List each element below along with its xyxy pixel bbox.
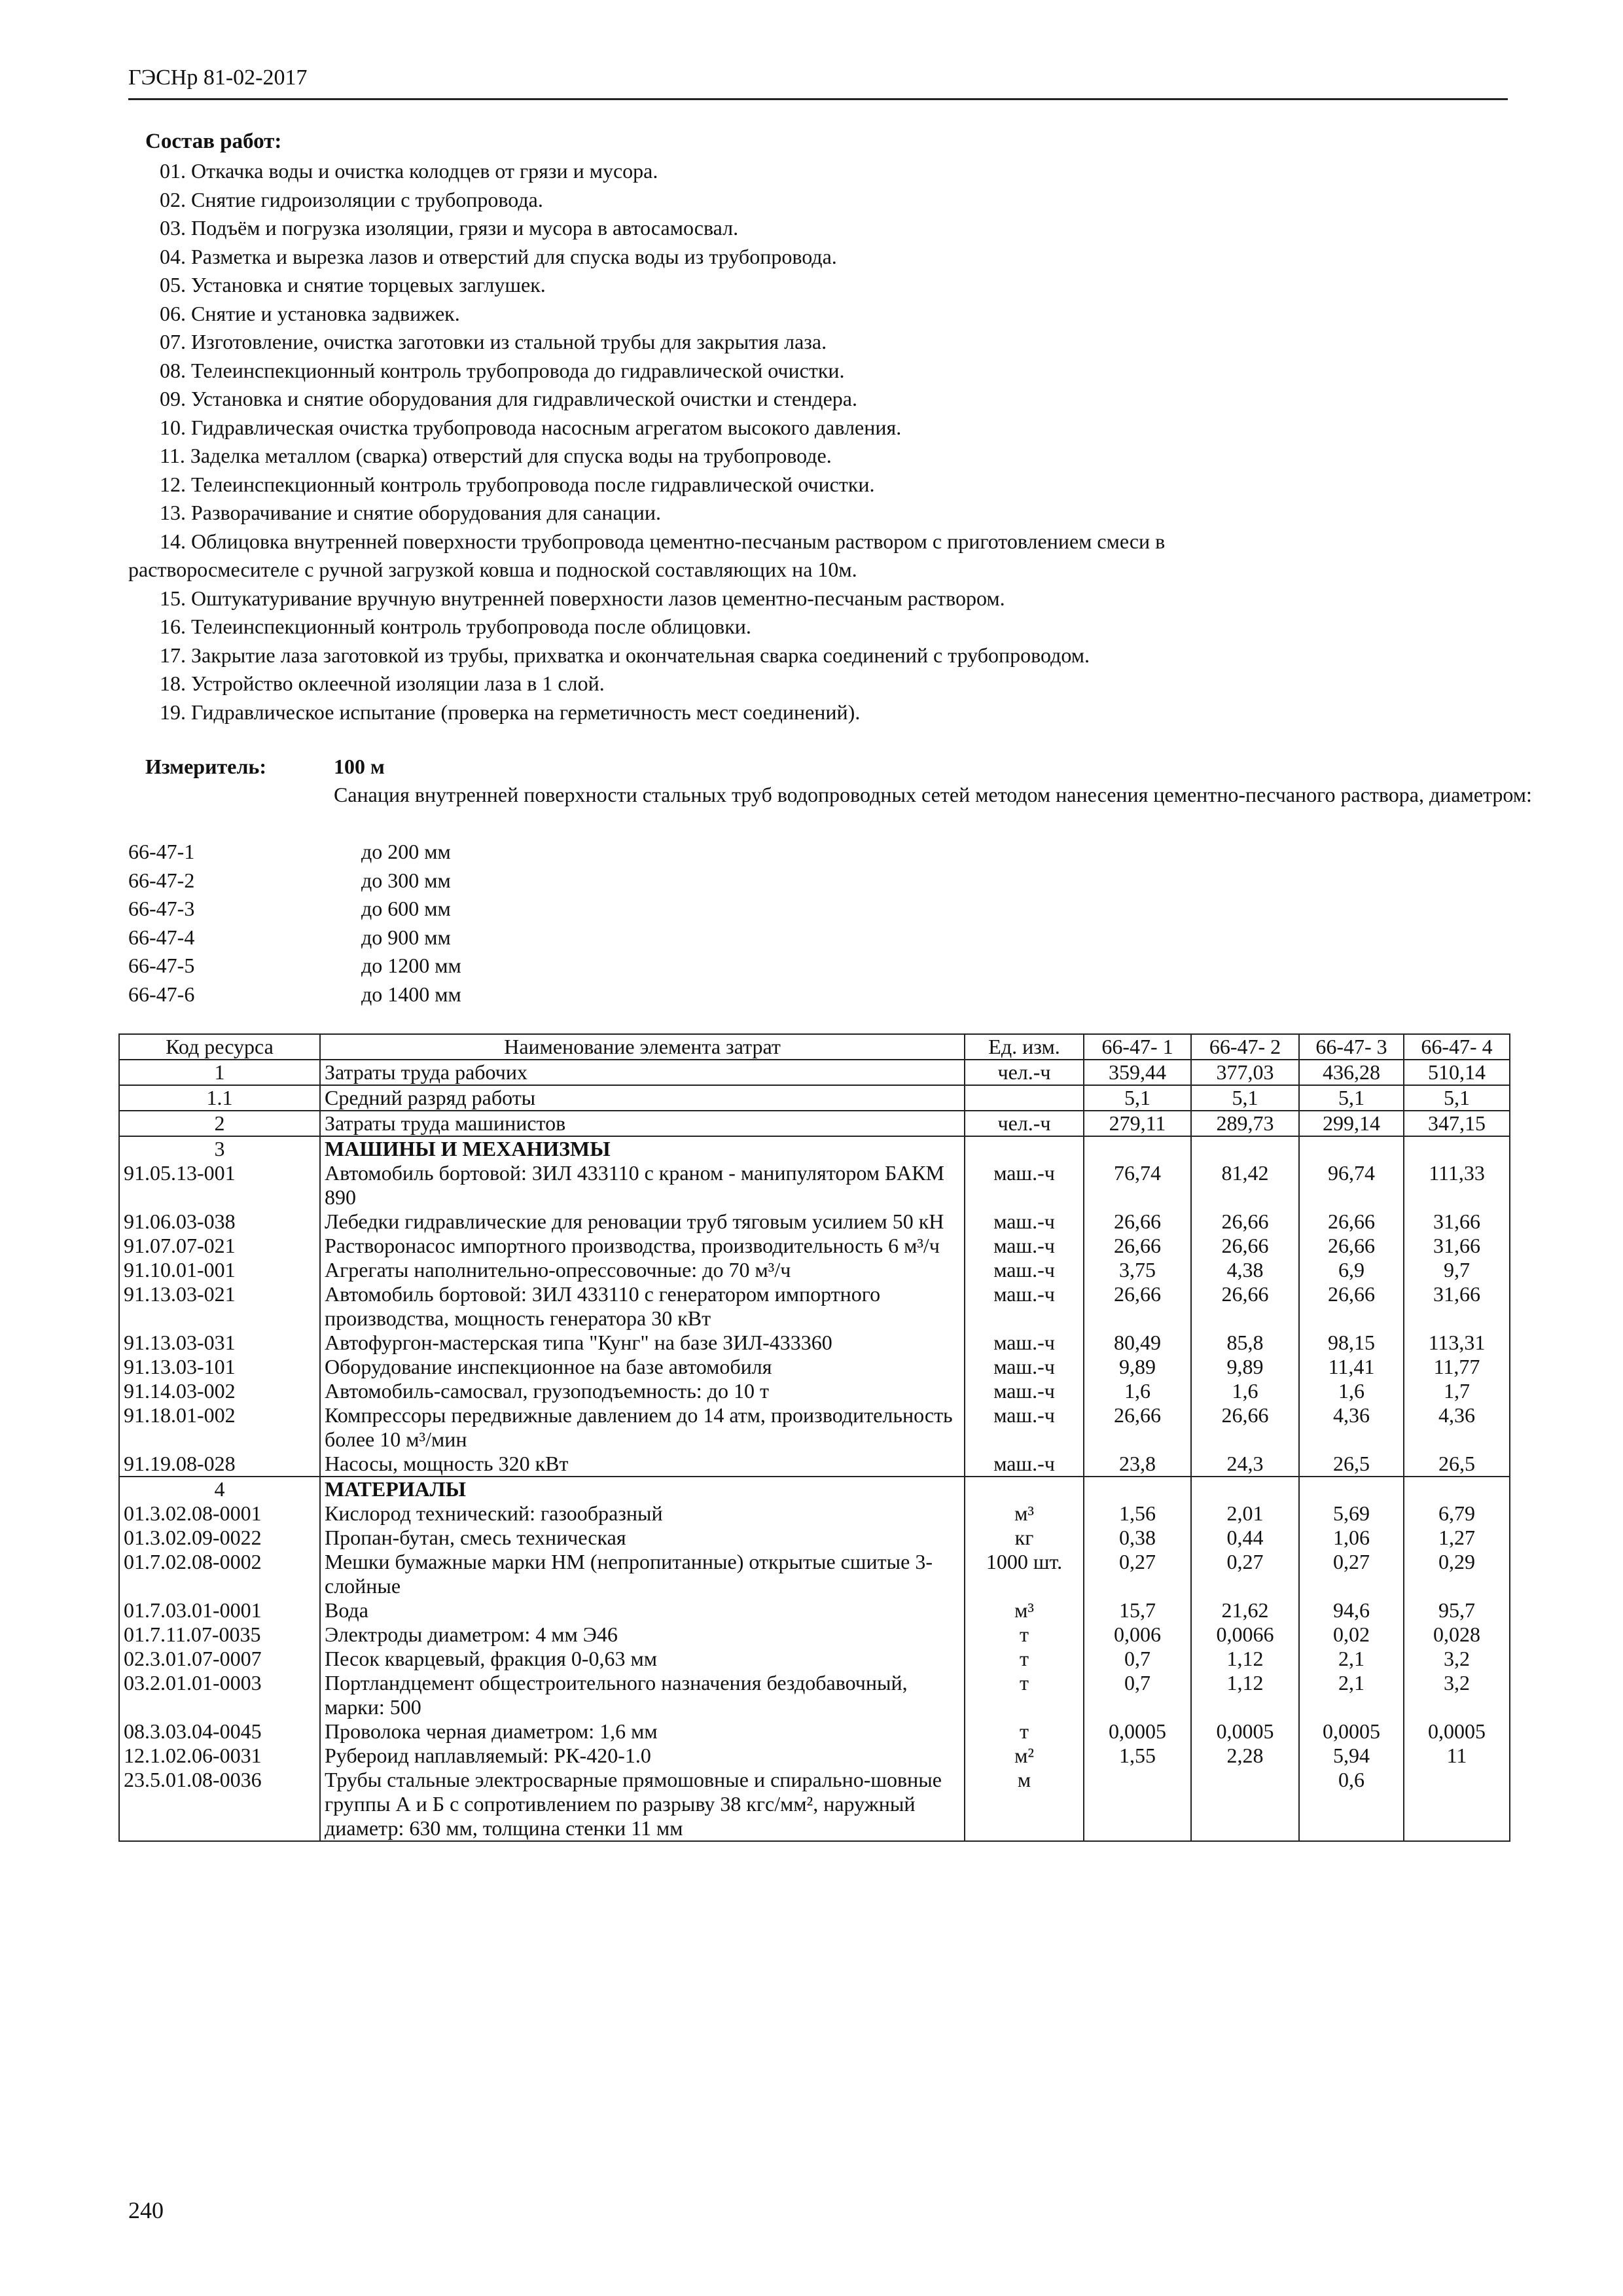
resource-name: Автомобиль-самосвал, грузоподъемность: до 10 т bbox=[320, 1379, 965, 1403]
resource-name: МАШИНЫ И МЕХАНИЗМЫ bbox=[320, 1136, 965, 1161]
resource-value: 0,44 bbox=[1191, 1526, 1299, 1550]
resource-code: 4 bbox=[119, 1477, 320, 1501]
resource-unit: маш.-ч bbox=[965, 1161, 1084, 1210]
meter-value: 100 м bbox=[334, 755, 385, 778]
resource-unit: м² bbox=[965, 1744, 1084, 1768]
resource-name: Средний разряд работы bbox=[320, 1085, 965, 1111]
resource-value bbox=[1084, 1477, 1191, 1501]
resource-value: 26,66 bbox=[1084, 1210, 1191, 1234]
resource-value: 0,02 bbox=[1299, 1623, 1404, 1647]
table-row bbox=[119, 1719, 1510, 1744]
header-rule bbox=[128, 98, 1508, 100]
resource-value: 3,2 bbox=[1404, 1671, 1510, 1719]
resource-value: 0,028 bbox=[1404, 1623, 1510, 1647]
resource-value: 0,27 bbox=[1299, 1550, 1404, 1598]
resource-value: 0,27 bbox=[1084, 1550, 1191, 1598]
work-item: 15. Оштукатуривание вручную внутренней поверхности лазов цементно-песчаным раствором. bbox=[160, 586, 1005, 610]
resource-name: Агрегаты наполнительно-опрессовочные: до 70 м³/ч bbox=[320, 1258, 965, 1282]
table-row bbox=[119, 1647, 1510, 1671]
resource-value: 26,66 bbox=[1299, 1234, 1404, 1258]
resource-value: 0,0066 bbox=[1191, 1623, 1299, 1647]
resource-code: 91.13.03-101 bbox=[119, 1355, 320, 1379]
norm-code: 66-47-2 bbox=[128, 868, 195, 892]
table-row bbox=[119, 1111, 1510, 1136]
resource-value bbox=[1404, 1477, 1510, 1501]
resource-code: 01.7.11.07-0035 bbox=[119, 1623, 320, 1647]
resource-value: 3,75 bbox=[1084, 1258, 1191, 1282]
resource-value: 5,69 bbox=[1299, 1501, 1404, 1526]
resource-value: 6,9 bbox=[1299, 1258, 1404, 1282]
resource-value: 0,29 bbox=[1404, 1550, 1510, 1598]
norm-code: 66-47-6 bbox=[128, 982, 195, 1006]
table-row bbox=[119, 1060, 1510, 1085]
work-item: 16. Телеинспекционный контроль трубопровода после облицовки. bbox=[160, 615, 751, 638]
resource-unit: т bbox=[965, 1671, 1084, 1719]
resource-value: 26,66 bbox=[1299, 1282, 1404, 1331]
table-row bbox=[119, 1550, 1510, 1598]
resource-value: 279,11 bbox=[1084, 1111, 1191, 1136]
resource-code: 03.2.01.01-0003 bbox=[119, 1671, 320, 1719]
table-row bbox=[119, 1331, 1510, 1355]
resource-unit: маш.-ч bbox=[965, 1452, 1084, 1477]
resource-code: 91.13.03-021 bbox=[119, 1282, 320, 1331]
resource-value: 2,28 bbox=[1191, 1744, 1299, 1768]
resource-value: 5,1 bbox=[1404, 1085, 1510, 1111]
table-row bbox=[119, 1210, 1510, 1234]
resource-code: 08.3.03.04-0045 bbox=[119, 1719, 320, 1744]
work-item: 09. Установка и снятие оборудования для гидравлической очистки и стендера. bbox=[160, 387, 857, 410]
table-header-row bbox=[119, 1034, 1510, 1060]
header-col-1: 66-47- 1 bbox=[1084, 1034, 1191, 1060]
work-item: 14. Облицовка внутренней поверхности трубопровода цементно-песчаным раствором с приготовлением смеси в bbox=[160, 529, 1166, 553]
header-col-4: 66-47- 4 bbox=[1404, 1034, 1510, 1060]
resource-unit: маш.-ч bbox=[965, 1403, 1084, 1452]
norm-code-desc: до 200 мм bbox=[361, 840, 451, 863]
table-row bbox=[119, 1526, 1510, 1550]
resource-value: 0,0005 bbox=[1404, 1719, 1510, 1744]
resource-unit: м³ bbox=[965, 1598, 1084, 1623]
resource-value: 94,6 bbox=[1299, 1598, 1404, 1623]
resource-value bbox=[1084, 1136, 1191, 1161]
resource-value: 111,33 bbox=[1404, 1161, 1510, 1210]
resource-name: Рубероид наплавляемый: РК-420-1.0 bbox=[320, 1744, 965, 1768]
resource-unit: м³ bbox=[965, 1501, 1084, 1526]
resource-name: Вода bbox=[320, 1598, 965, 1623]
resource-unit: м bbox=[965, 1768, 1084, 1841]
resource-name: Кислород технический: газообразный bbox=[320, 1501, 965, 1526]
header-name: Наименование элемента затрат bbox=[320, 1034, 965, 1060]
header-unit: Ед. изм. bbox=[965, 1034, 1084, 1060]
resource-value: 5,94 bbox=[1299, 1744, 1404, 1768]
resource-code: 91.14.03-002 bbox=[119, 1379, 320, 1403]
resource-name: Проволока черная диаметром: 1,6 мм bbox=[320, 1719, 965, 1744]
norm-code: 66-47-1 bbox=[128, 840, 195, 863]
resource-value bbox=[1191, 1477, 1299, 1501]
resource-value: 1,55 bbox=[1084, 1744, 1191, 1768]
resource-name: Растворонасос импортного производства, производительность 6 м³/ч bbox=[320, 1234, 965, 1258]
resource-value bbox=[1191, 1136, 1299, 1161]
resource-code: 3 bbox=[119, 1136, 320, 1161]
resource-name: Насосы, мощность 320 кВт bbox=[320, 1452, 965, 1477]
work-item: 02. Снятие гидроизоляции с трубопровода. bbox=[160, 187, 543, 211]
resource-value: 24,3 bbox=[1191, 1452, 1299, 1477]
resource-value: 26,66 bbox=[1084, 1234, 1191, 1258]
resource-value: 21,62 bbox=[1191, 1598, 1299, 1623]
resource-code: 91.18.01-002 bbox=[119, 1403, 320, 1452]
work-item: 01. Откачка воды и очистка колодцев от грязи и мусора. bbox=[160, 159, 658, 183]
work-item: 08. Телеинспекционный контроль трубопровода до гидравлической очистки. bbox=[160, 358, 845, 382]
resource-value: 11,41 bbox=[1299, 1355, 1404, 1379]
meter-label: Измеритель: bbox=[145, 755, 266, 778]
resource-value: 5,1 bbox=[1191, 1085, 1299, 1111]
table-row bbox=[119, 1477, 1510, 1501]
resource-table bbox=[118, 1033, 1510, 1842]
resource-name: Портландцемент общестроительного назначения бездобавочный, марки: 500 bbox=[320, 1671, 965, 1719]
resource-unit: маш.-ч bbox=[965, 1210, 1084, 1234]
norm-code-desc: до 1400 мм bbox=[361, 982, 461, 1006]
norm-code-desc: до 300 мм bbox=[361, 868, 451, 892]
resource-code: 91.05.13-001 bbox=[119, 1161, 320, 1210]
resource-value bbox=[1084, 1768, 1191, 1841]
resource-value: 26,66 bbox=[1084, 1403, 1191, 1452]
resource-value: 80,49 bbox=[1084, 1331, 1191, 1355]
resource-value: 1,56 bbox=[1084, 1501, 1191, 1526]
norm-code: 66-47-5 bbox=[128, 954, 195, 977]
resource-code: 91.19.08-028 bbox=[119, 1452, 320, 1477]
resource-value: 81,42 bbox=[1191, 1161, 1299, 1210]
work-item: 19. Гидравлическое испытание (проверка на герметичность мест соединений). bbox=[160, 700, 861, 724]
resource-name: Трубы стальные электросварные прямошовные и спирально-шовные группы А и Б с сопротивлением по разрыву 38 кгс/мм², наружный диаметр: 630 мм, толщина стенки 11 мм bbox=[320, 1768, 965, 1841]
resource-name: Мешки бумажные марки НМ (непропитанные) открытые сшитые 3-слойные bbox=[320, 1550, 965, 1598]
work-item: 03. Подъём и погрузка изоляции, грязи и мусора в автосамосвал. bbox=[160, 216, 739, 240]
resource-unit: маш.-ч bbox=[965, 1258, 1084, 1282]
resource-value: 26,5 bbox=[1404, 1452, 1510, 1477]
resource-value: 76,74 bbox=[1084, 1161, 1191, 1210]
table-row bbox=[119, 1452, 1510, 1477]
resource-code: 02.3.01.07-0007 bbox=[119, 1647, 320, 1671]
resource-value: 31,66 bbox=[1404, 1282, 1510, 1331]
resource-value: 2,01 bbox=[1191, 1501, 1299, 1526]
resource-value bbox=[1404, 1768, 1510, 1841]
resource-value: 0,006 bbox=[1084, 1623, 1191, 1647]
resource-name: МАТЕРИАЛЫ bbox=[320, 1477, 965, 1501]
resource-value: 26,66 bbox=[1299, 1210, 1404, 1234]
resource-unit: чел.-ч bbox=[965, 1060, 1084, 1085]
norm-code: 66-47-3 bbox=[128, 897, 195, 920]
resource-unit: маш.-ч bbox=[965, 1282, 1084, 1331]
resource-value: 31,66 bbox=[1404, 1234, 1510, 1258]
norm-code-desc: до 600 мм bbox=[361, 897, 451, 920]
resource-value: 1,6 bbox=[1191, 1379, 1299, 1403]
resource-name: Автомобиль бортовой: ЗИЛ 433110 с генератором импортного производства, мощность генератора 30 кВт bbox=[320, 1282, 965, 1331]
resource-value: 359,44 bbox=[1084, 1060, 1191, 1085]
table-row bbox=[119, 1161, 1510, 1210]
work-item: 18. Устройство оклеечной изоляции лаза в 1 слой. bbox=[160, 672, 605, 695]
resource-value: 347,15 bbox=[1404, 1111, 1510, 1136]
table-row bbox=[119, 1234, 1510, 1258]
work-item: 17. Закрытие лаза заготовкой из трубы, прихватка и окончательная сварка соединений с трубопроводом. bbox=[160, 643, 1090, 667]
resource-value: 0,27 bbox=[1191, 1550, 1299, 1598]
resource-value: 0,0005 bbox=[1191, 1719, 1299, 1744]
resource-value: 85,8 bbox=[1191, 1331, 1299, 1355]
table-row bbox=[119, 1744, 1510, 1768]
resource-value: 0,7 bbox=[1084, 1647, 1191, 1671]
work-item: 13. Разворачивание и снятие оборудования для санации. bbox=[160, 501, 661, 524]
resource-unit: т bbox=[965, 1719, 1084, 1744]
norm-code: 66-47-4 bbox=[128, 925, 195, 949]
resource-code: 1.1 bbox=[119, 1085, 320, 1111]
resource-code: 23.5.01.08-0036 bbox=[119, 1768, 320, 1841]
resource-code: 01.7.03.01-0001 bbox=[119, 1598, 320, 1623]
table-row bbox=[119, 1768, 1510, 1841]
norm-code-desc: до 1200 мм bbox=[361, 954, 461, 977]
resource-value: 26,66 bbox=[1191, 1403, 1299, 1452]
resource-code: 01.3.02.09-0022 bbox=[119, 1526, 320, 1550]
resource-code: 91.10.01-001 bbox=[119, 1258, 320, 1282]
work-item: 05. Установка и снятие торцевых заглушек. bbox=[160, 273, 546, 296]
resource-name: Пропан-бутан, смесь техническая bbox=[320, 1526, 965, 1550]
resource-value: 1,6 bbox=[1084, 1379, 1191, 1403]
table-row bbox=[119, 1282, 1510, 1331]
table-row bbox=[119, 1671, 1510, 1719]
work-composition-title: Состав работ: bbox=[145, 130, 282, 153]
table-row bbox=[119, 1379, 1510, 1403]
resource-name: Автомобиль бортовой: ЗИЛ 433110 с краном - манипулятором БАКМ 890 bbox=[320, 1161, 965, 1210]
resource-name: Компрессоры передвижные давлением до 14 атм, производительность более 10 м³/мин bbox=[320, 1403, 965, 1452]
resource-value: 510,14 bbox=[1404, 1060, 1510, 1085]
resource-value bbox=[1299, 1136, 1404, 1161]
resource-unit: чел.-ч bbox=[965, 1111, 1084, 1136]
resource-name: Лебедки гидравлические для реновации труб тяговым усилием 50 кН bbox=[320, 1210, 965, 1234]
resource-value: 0,38 bbox=[1084, 1526, 1191, 1550]
resource-value bbox=[1191, 1768, 1299, 1841]
resource-unit: т bbox=[965, 1623, 1084, 1647]
resource-value: 1,06 bbox=[1299, 1526, 1404, 1550]
resource-value: 0,0005 bbox=[1299, 1719, 1404, 1744]
resource-code: 1 bbox=[119, 1060, 320, 1085]
resource-value: 11,77 bbox=[1404, 1355, 1510, 1379]
resource-value: 1,12 bbox=[1191, 1671, 1299, 1719]
resource-value bbox=[1299, 1477, 1404, 1501]
resource-value: 9,89 bbox=[1084, 1355, 1191, 1379]
document-code: ГЭСНр 81-02-2017 bbox=[128, 65, 308, 90]
resource-value: 26,66 bbox=[1191, 1282, 1299, 1331]
resource-value: 299,14 bbox=[1299, 1111, 1404, 1136]
resource-value: 4,36 bbox=[1404, 1403, 1510, 1452]
resource-value: 15,7 bbox=[1084, 1598, 1191, 1623]
resource-value: 95,7 bbox=[1404, 1598, 1510, 1623]
resource-value: 5,1 bbox=[1299, 1085, 1404, 1111]
resource-value: 9,7 bbox=[1404, 1258, 1510, 1282]
resource-value: 0,6 bbox=[1299, 1768, 1404, 1841]
resource-unit bbox=[965, 1085, 1084, 1111]
resource-name: Оборудование инспекционное на базе автомобиля bbox=[320, 1355, 965, 1379]
resource-code: 01.3.02.08-0001 bbox=[119, 1501, 320, 1526]
resource-value: 113,31 bbox=[1404, 1331, 1510, 1355]
resource-unit: 1000 шт. bbox=[965, 1550, 1084, 1598]
resource-name: Затраты труда машинистов bbox=[320, 1111, 965, 1136]
resource-value bbox=[1404, 1136, 1510, 1161]
resource-value: 4,38 bbox=[1191, 1258, 1299, 1282]
work-composition-list bbox=[128, 157, 1437, 726]
resource-value: 4,36 bbox=[1299, 1403, 1404, 1452]
work-item: 04. Разметка и вырезка лазов и отверстий для спуска воды из трубопровода. bbox=[160, 244, 837, 268]
work-item: 10. Гидравлическая очистка трубопровода насосным агрегатом высокого давления. bbox=[160, 415, 902, 439]
resource-value: 5,1 bbox=[1084, 1085, 1191, 1111]
resource-value: 0,7 bbox=[1084, 1671, 1191, 1719]
resource-name: Электроды диаметром: 4 мм Э46 bbox=[320, 1623, 965, 1647]
table-row bbox=[119, 1598, 1510, 1623]
resource-name: Автофургон-мастерская типа "Кунг" на базе ЗИЛ-433360 bbox=[320, 1331, 965, 1355]
table-row bbox=[119, 1136, 1510, 1161]
resource-value: 11 bbox=[1404, 1744, 1510, 1768]
resource-value: 26,66 bbox=[1191, 1234, 1299, 1258]
header-col-3: 66-47- 3 bbox=[1299, 1034, 1404, 1060]
resource-value: 1,7 bbox=[1404, 1379, 1510, 1403]
table-row bbox=[119, 1623, 1510, 1647]
resource-name: Песок кварцевый, фракция 0-0,63 мм bbox=[320, 1647, 965, 1671]
resource-value: 96,74 bbox=[1299, 1161, 1404, 1210]
resource-unit bbox=[965, 1136, 1084, 1161]
work-item: 11. Заделка металлом (сварка) отверстий для спуска воды на трубопроводе. bbox=[160, 444, 832, 467]
header-code: Код ресурса bbox=[119, 1034, 320, 1060]
resource-value: 1,27 bbox=[1404, 1526, 1510, 1550]
resource-value: 6,79 bbox=[1404, 1501, 1510, 1526]
resource-code: 2 bbox=[119, 1111, 320, 1136]
resource-value: 3,2 bbox=[1404, 1647, 1510, 1671]
resource-unit bbox=[965, 1477, 1084, 1501]
resource-value: 436,28 bbox=[1299, 1060, 1404, 1085]
resource-code: 91.06.03-038 bbox=[119, 1210, 320, 1234]
resource-name: Затраты труда рабочих bbox=[320, 1060, 965, 1085]
resource-value: 98,15 bbox=[1299, 1331, 1404, 1355]
resource-value: 2,1 bbox=[1299, 1671, 1404, 1719]
resource-unit: маш.-ч bbox=[965, 1379, 1084, 1403]
resource-value: 377,03 bbox=[1191, 1060, 1299, 1085]
resource-unit: маш.-ч bbox=[965, 1355, 1084, 1379]
work-item: растворосмесителе с ручной загрузкой ковша и подноской составляющих на 10м. bbox=[128, 558, 857, 581]
resource-value: 23,8 bbox=[1084, 1452, 1191, 1477]
resource-value: 2,1 bbox=[1299, 1647, 1404, 1671]
resource-code: 12.1.02.06-0031 bbox=[119, 1744, 320, 1768]
resource-unit: маш.-ч bbox=[965, 1234, 1084, 1258]
table-row bbox=[119, 1258, 1510, 1282]
resource-code: 91.07.07-021 bbox=[119, 1234, 320, 1258]
page-number: 240 bbox=[128, 2197, 164, 2223]
resource-value: 0,0005 bbox=[1084, 1719, 1191, 1744]
resource-value: 1,12 bbox=[1191, 1647, 1299, 1671]
norm-code-desc: до 900 мм bbox=[361, 925, 451, 949]
resource-value: 1,6 bbox=[1299, 1379, 1404, 1403]
work-item: 07. Изготовление, очистка заготовки из стальной трубы для закрытия лаза. bbox=[160, 330, 827, 353]
resource-value: 289,73 bbox=[1191, 1111, 1299, 1136]
resource-value: 26,66 bbox=[1191, 1210, 1299, 1234]
meter-description: Санация внутренней поверхности стальных труб водопроводных сетей методом нанесения цементно-песчаного раствора, диаметром: bbox=[334, 783, 1532, 806]
resource-unit: кг bbox=[965, 1526, 1084, 1550]
work-item: 12. Телеинспекционный контроль трубопровода после гидравлической очистки. bbox=[160, 472, 875, 496]
header-col-2: 66-47- 2 bbox=[1191, 1034, 1299, 1060]
table-row bbox=[119, 1085, 1510, 1111]
resource-value: 9,89 bbox=[1191, 1355, 1299, 1379]
resource-code: 91.13.03-031 bbox=[119, 1331, 320, 1355]
resource-unit: маш.-ч bbox=[965, 1331, 1084, 1355]
resource-value: 26,5 bbox=[1299, 1452, 1404, 1477]
work-item: 06. Снятие и установка задвижек. bbox=[160, 301, 460, 325]
resource-code: 01.7.02.08-0002 bbox=[119, 1550, 320, 1598]
resource-unit: т bbox=[965, 1647, 1084, 1671]
table-row bbox=[119, 1501, 1510, 1526]
table-row bbox=[119, 1355, 1510, 1379]
table-row bbox=[119, 1403, 1510, 1452]
resource-value: 31,66 bbox=[1404, 1210, 1510, 1234]
resource-value: 26,66 bbox=[1084, 1282, 1191, 1331]
